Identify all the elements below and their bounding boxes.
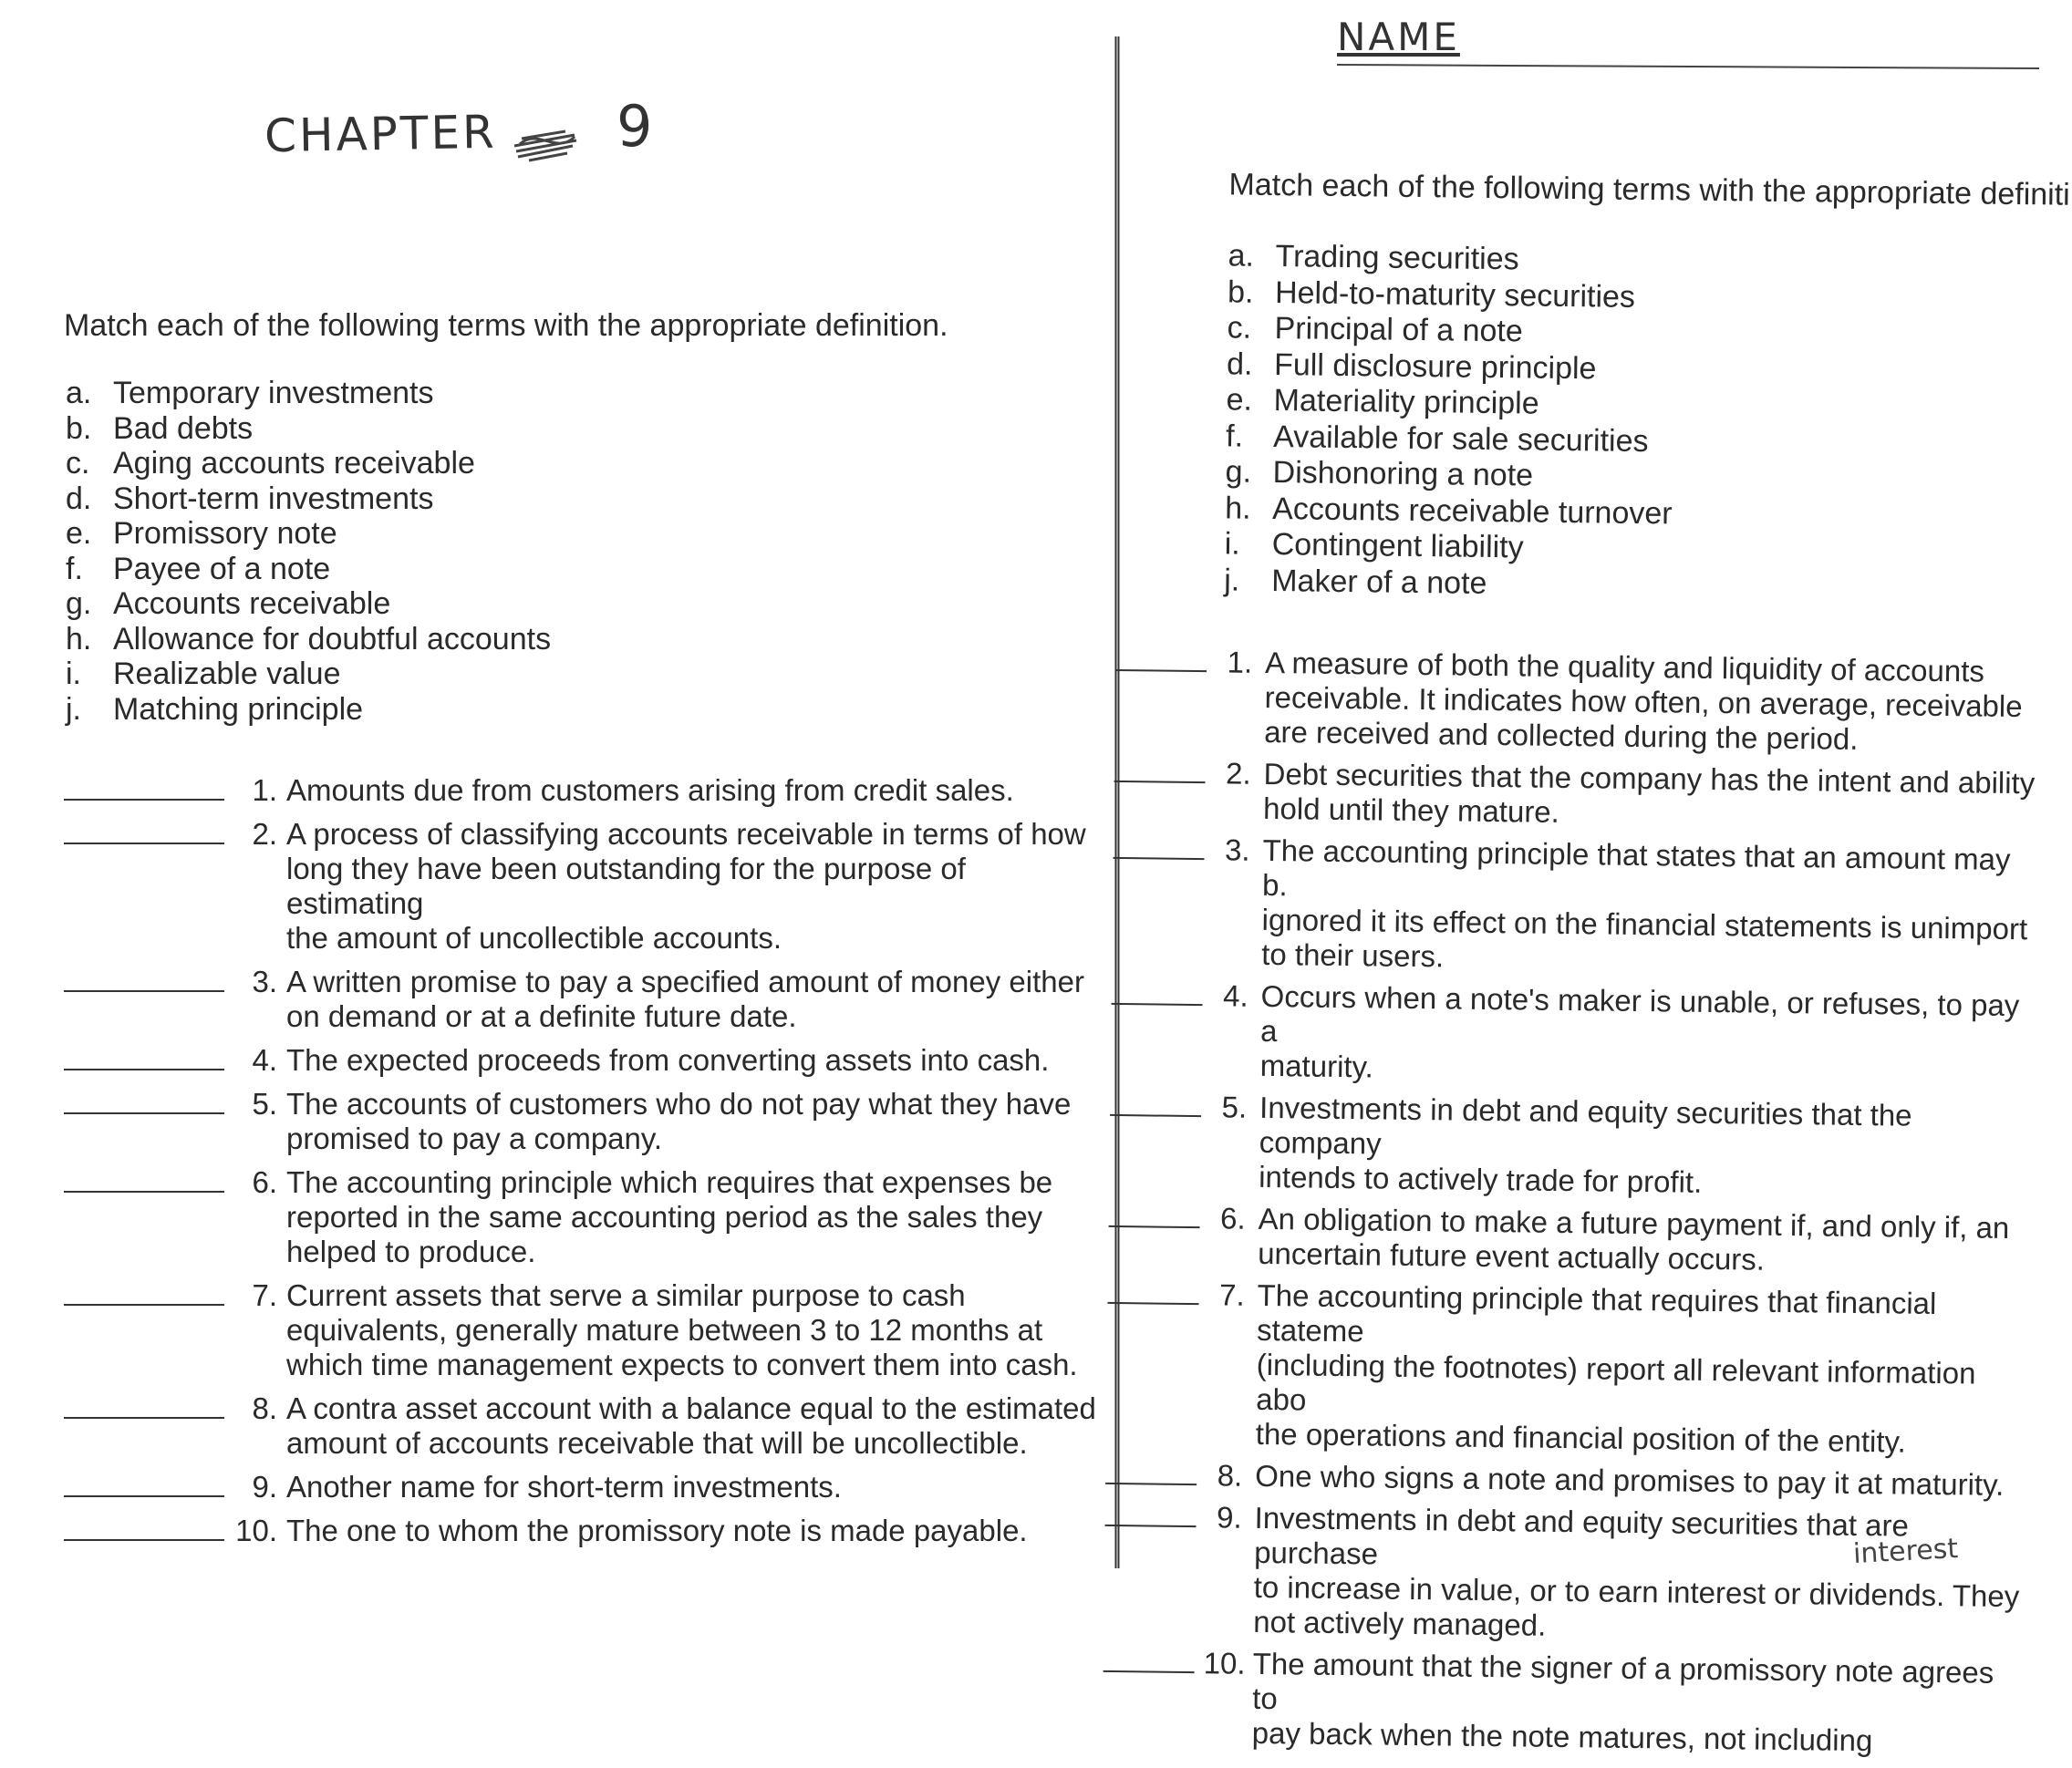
- term-text: Materiality principle: [1273, 383, 1539, 421]
- term-item: [66, 481, 551, 517]
- term-letter: d.: [1226, 346, 1253, 382]
- definition-number: 4.: [1222, 978, 1248, 1013]
- term-item: [66, 552, 551, 587]
- term-text: Full disclosure principle: [1273, 346, 1597, 386]
- definition-number: 5.: [252, 1087, 277, 1121]
- definition-list: [64, 773, 1103, 1557]
- term-text: Bad debts: [113, 410, 254, 446]
- definition-text: A contra asset account with a balance equal to the estimated amount of accounts receivable that will be uncollectible.: [286, 1391, 1096, 1460]
- answer-blank[interactable]: [1115, 644, 1207, 672]
- definition-text: A written promise to pay a specified amount of money either on demand or at a definite future date.: [286, 965, 1084, 1033]
- definition-number: 10.: [235, 1514, 277, 1547]
- term-item: [1226, 382, 1673, 423]
- term-text: Temporary investments: [113, 376, 434, 410]
- term-item: [1227, 346, 1674, 388]
- definition-number: 7.: [1218, 1277, 1245, 1312]
- answer-blank[interactable]: [1105, 1457, 1197, 1485]
- definition-text: The accounting principle that states that an amount may b. ignored it its effect on the financial statements is unimport to their users.: [1261, 832, 2028, 974]
- answer-blank[interactable]: [1105, 1499, 1197, 1527]
- definition-text: The expected proceeds from converting assets into cash.: [286, 1043, 1050, 1077]
- definition-item: [64, 1165, 1103, 1269]
- instruction-text: Match each of the following terms with the appropriate definition.: [64, 308, 948, 343]
- term-text: Promissory note: [113, 516, 337, 551]
- answer-blank[interactable]: [64, 965, 224, 992]
- definition-text: Investments in debt and equity securities that are purchase to increase in value, or to earn interest or dividends. They not actively managed.: [1253, 1500, 2020, 1642]
- name-label: NAME: [1337, 15, 1460, 59]
- term-letter: a.: [1228, 238, 1255, 274]
- definition-number: 8.: [252, 1391, 277, 1425]
- answer-blank[interactable]: [1113, 832, 1204, 860]
- definition-text: Current assets that serve a similar purpose to cash equivalents, generally mature between 3 to 12 months at which time management expects to convert them into cash.: [286, 1278, 1078, 1381]
- definition-number: 9.: [252, 1470, 277, 1504]
- term-list: [66, 376, 551, 727]
- term-letter: c.: [1227, 310, 1252, 346]
- definition-number: 3.: [252, 965, 277, 998]
- answer-blank[interactable]: [1114, 755, 1206, 783]
- definition-text: An obligation to make a future payment if, and only if, an uncertain future event actually occurs.: [1257, 1201, 2010, 1277]
- term-text: Held-to-maturity securities: [1274, 274, 1636, 315]
- term-letter: j.: [1224, 562, 1240, 598]
- term-text: Matching principle: [113, 691, 364, 727]
- term-list: [1224, 238, 1675, 604]
- term-letter: a.: [66, 376, 92, 410]
- definition-item: [1111, 977, 2033, 1092]
- definition-number: 6.: [252, 1165, 277, 1199]
- definition-text: The amount that the signer of a promissory note agrees to pay back when the note matures, not including: [1251, 1646, 1994, 1758]
- chapter-title: CHAPTER: [264, 105, 498, 163]
- term-letter: b.: [66, 410, 92, 446]
- term-text: Payee of a note: [113, 551, 331, 586]
- term-text: Trading securities: [1275, 239, 1519, 277]
- term-letter: f.: [1225, 418, 1244, 454]
- term-text: Realizable value: [113, 657, 341, 691]
- definition-text: The accounting principle that requires that financial stateme (including the footnotes) report all relevant information abo the operations and financial position of the entity.: [1255, 1277, 1976, 1459]
- term-letter: f.: [66, 551, 83, 586]
- definition-text: The one to whom the promissory note is made payable.: [286, 1514, 1028, 1547]
- term-item: [1227, 310, 1674, 351]
- definition-text: One who signs a note and promises to pay it at maturity.: [1255, 1458, 2005, 1502]
- answer-blank[interactable]: [64, 1087, 224, 1114]
- term-text: Accounts receivable turnover: [1271, 491, 1673, 531]
- definition-item: [1109, 1089, 2031, 1204]
- definition-number: 1.: [1227, 645, 1253, 679]
- definition-item: [1103, 1645, 2025, 1760]
- term-text: Available for sale securities: [1272, 419, 1649, 459]
- term-item: [1228, 238, 1675, 279]
- term-item: [66, 657, 551, 692]
- definition-number: 4.: [252, 1043, 277, 1077]
- term-letter: g.: [66, 586, 92, 621]
- answer-blank[interactable]: [1112, 977, 1203, 1006]
- left-worksheet: [0, 0, 1103, 1574]
- term-letter: i.: [66, 657, 81, 691]
- answer-blank[interactable]: [64, 1043, 224, 1070]
- answer-blank[interactable]: [64, 1165, 224, 1193]
- definition-text: Debt securities that the company has the intent and ability hold until they mature.: [1262, 756, 2036, 829]
- term-letter: g.: [1225, 454, 1252, 490]
- definition-item: [1114, 755, 2036, 835]
- term-item: [66, 411, 551, 447]
- definition-text: Occurs when a note's maker is unable, or refuses, to pay a maturity.: [1259, 978, 2020, 1084]
- definition-item: [1114, 644, 2036, 759]
- definition-number: 5.: [1221, 1090, 1248, 1124]
- definition-item: [64, 1087, 1103, 1156]
- definition-text: A measure of both the quality and liquidity of accounts receivable. It indicates how often, on average, receivable are received and collected during the period.: [1263, 645, 2023, 756]
- definition-number: 2.: [252, 817, 277, 851]
- term-item: [66, 516, 551, 552]
- term-item: [1228, 274, 1675, 315]
- term-letter: b.: [1227, 274, 1254, 310]
- term-item: [66, 692, 551, 728]
- definition-text: The accounting principle which requires that expenses be reported in the same accounting period as the sales they helped to produce.: [286, 1165, 1053, 1268]
- term-item: [1226, 419, 1673, 460]
- term-letter: h.: [1224, 490, 1251, 526]
- term-text: Principal of a note: [1274, 311, 1523, 349]
- definition-list: [1102, 644, 2036, 1767]
- answer-blank[interactable]: [64, 1470, 224, 1497]
- definition-text: The accounts of customers who do not pay what they have promised to pay a company.: [286, 1087, 1072, 1155]
- answer-blank[interactable]: [64, 773, 224, 801]
- definition-text: Another name for short-term investments.: [286, 1470, 842, 1504]
- term-item: [1224, 563, 1672, 604]
- definition-item: [64, 1278, 1103, 1382]
- definition-number: 10.: [1203, 1646, 1246, 1680]
- definition-item: [64, 1043, 1103, 1078]
- term-item: [1225, 491, 1673, 532]
- answer-blank[interactable]: [64, 817, 224, 844]
- definition-item: [1112, 832, 2035, 981]
- definition-item: [1108, 1200, 2030, 1280]
- definition-number: 6.: [1219, 1201, 1246, 1236]
- definition-item: [64, 1470, 1103, 1504]
- definition-text: Investments in debt and equity securities that the company intends to actively trade for profit.: [1259, 1090, 1912, 1199]
- answer-blank[interactable]: [64, 1391, 224, 1419]
- term-text: Accounts receivable: [113, 586, 391, 621]
- term-letter: d.: [66, 481, 92, 516]
- handwritten-note: interest: [1852, 1533, 1959, 1570]
- definition-number: 3.: [1224, 832, 1250, 867]
- answer-blank[interactable]: [1108, 1277, 1199, 1305]
- term-text: Allowance for doubtful accounts: [113, 621, 552, 657]
- term-letter: e.: [66, 516, 92, 551]
- term-text: Contingent liability: [1271, 527, 1524, 565]
- definition-item: [64, 773, 1103, 808]
- right-worksheet: [1104, 0, 2070, 1758]
- term-text: Dishonoring a note: [1272, 455, 1534, 493]
- answer-blank[interactable]: [64, 1278, 224, 1306]
- term-item: [66, 586, 551, 622]
- definition-item: [1105, 1457, 2026, 1503]
- definition-number: 8.: [1217, 1458, 1243, 1493]
- definition-item: [1106, 1277, 2029, 1461]
- instruction-text: Match each of the following terms with the appropriate definiti: [1228, 167, 2070, 212]
- definition-text: A process of classifying accounts receivable in terms of how long they have been outstanding for the purpose of estimating the amount of uncollectible accounts.: [286, 817, 1086, 955]
- term-item: [66, 622, 551, 657]
- chapter-number: 9: [616, 93, 656, 160]
- term-item: [66, 446, 551, 481]
- definition-item: [64, 965, 1103, 1034]
- definition-text: Amounts due from customers arising from credit sales.: [286, 773, 1014, 807]
- term-item: [1225, 454, 1673, 495]
- term-text: Maker of a note: [1271, 563, 1487, 601]
- definition-item: [64, 1514, 1103, 1548]
- term-letter: c.: [66, 446, 90, 481]
- definition-number: 1.: [252, 773, 277, 807]
- term-letter: e.: [1226, 382, 1253, 418]
- answer-blank[interactable]: [64, 1514, 224, 1541]
- term-letter: j.: [66, 691, 81, 727]
- term-text: Short-term investments: [113, 481, 434, 516]
- answer-blank[interactable]: [1109, 1200, 1200, 1228]
- term-text: Aging accounts receivable: [113, 446, 475, 481]
- definition-item: [64, 817, 1103, 956]
- definition-item: [1103, 1499, 2026, 1649]
- definition-number: 2.: [1225, 756, 1251, 791]
- definition-number: 9.: [1216, 1500, 1242, 1535]
- term-letter: i.: [1224, 526, 1240, 562]
- answer-blank[interactable]: [1110, 1089, 1201, 1117]
- term-item: [1224, 526, 1672, 567]
- term-item: [66, 376, 551, 411]
- term-letter: h.: [66, 621, 92, 657]
- definition-item: [64, 1391, 1103, 1461]
- definition-number: 7.: [252, 1278, 277, 1312]
- answer-blank[interactable]: [1103, 1645, 1195, 1673]
